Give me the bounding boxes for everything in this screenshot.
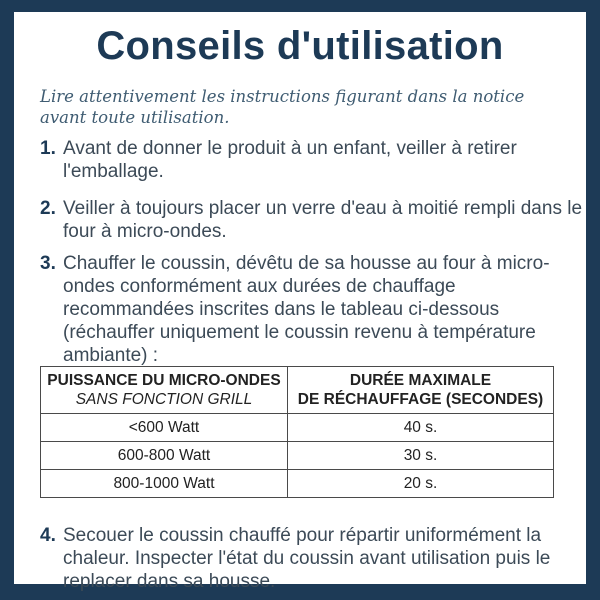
power-cell: <600 Watt xyxy=(41,414,288,442)
table-row xyxy=(41,414,554,442)
power-cell: 800-1000 Watt xyxy=(41,470,288,498)
intro-note: Lire attentivement les instructions figurant dans la notice avant toute utilisation. xyxy=(40,87,525,127)
heating-table xyxy=(40,366,554,498)
duration-header-title: DURÉE MAXIMALE xyxy=(349,372,492,389)
step-text: Veiller à toujours placer un verre d'eau à moitié rempli dans le four à micro-ondes. xyxy=(63,198,583,242)
step-text: Secouer le coussin chauffé pour répartir uniformément la chaleur. Inspecter l'état du coussin avant utilisation puis le replacer dans sa housse. xyxy=(63,525,551,592)
power-cell: 600-800 Watt xyxy=(41,442,288,470)
duration-cell: 40 s. xyxy=(288,414,554,442)
step-text: Chauffer le coussin, dévêtu de sa housse au four à micro-ondes conformément aux durées de chauffage recommandées inscrites dans le tableau ci-dessous (réchauffer uniquement le coussin revenu à température ambiante) : xyxy=(63,253,550,366)
table-row xyxy=(41,442,554,470)
step-number: 3. xyxy=(40,253,56,274)
power-header-subtitle: SANS FONCTION GRILL xyxy=(75,391,253,408)
duration-column-header xyxy=(288,367,554,414)
power-column-header xyxy=(41,367,288,414)
step-number: 1. xyxy=(40,138,56,159)
duration-cell: 20 s. xyxy=(288,470,554,498)
instructions-card xyxy=(14,12,586,592)
step-text: Avant de donner le produit à un enfant, veiller à retirer l'emballage. xyxy=(63,138,517,182)
step-number: 4. xyxy=(40,525,56,546)
power-header-title: PUISSANCE DU MICRO-ONDES xyxy=(47,372,281,389)
duration-cell: 30 s. xyxy=(288,442,554,470)
table-row xyxy=(41,470,554,498)
step-number: 2. xyxy=(40,198,56,219)
table-header-row xyxy=(41,367,554,414)
page-title: Conseils d'utilisation xyxy=(96,24,504,68)
duration-header-subtitle: DE RÉCHAUFFAGE (SECONDES) xyxy=(297,391,544,408)
